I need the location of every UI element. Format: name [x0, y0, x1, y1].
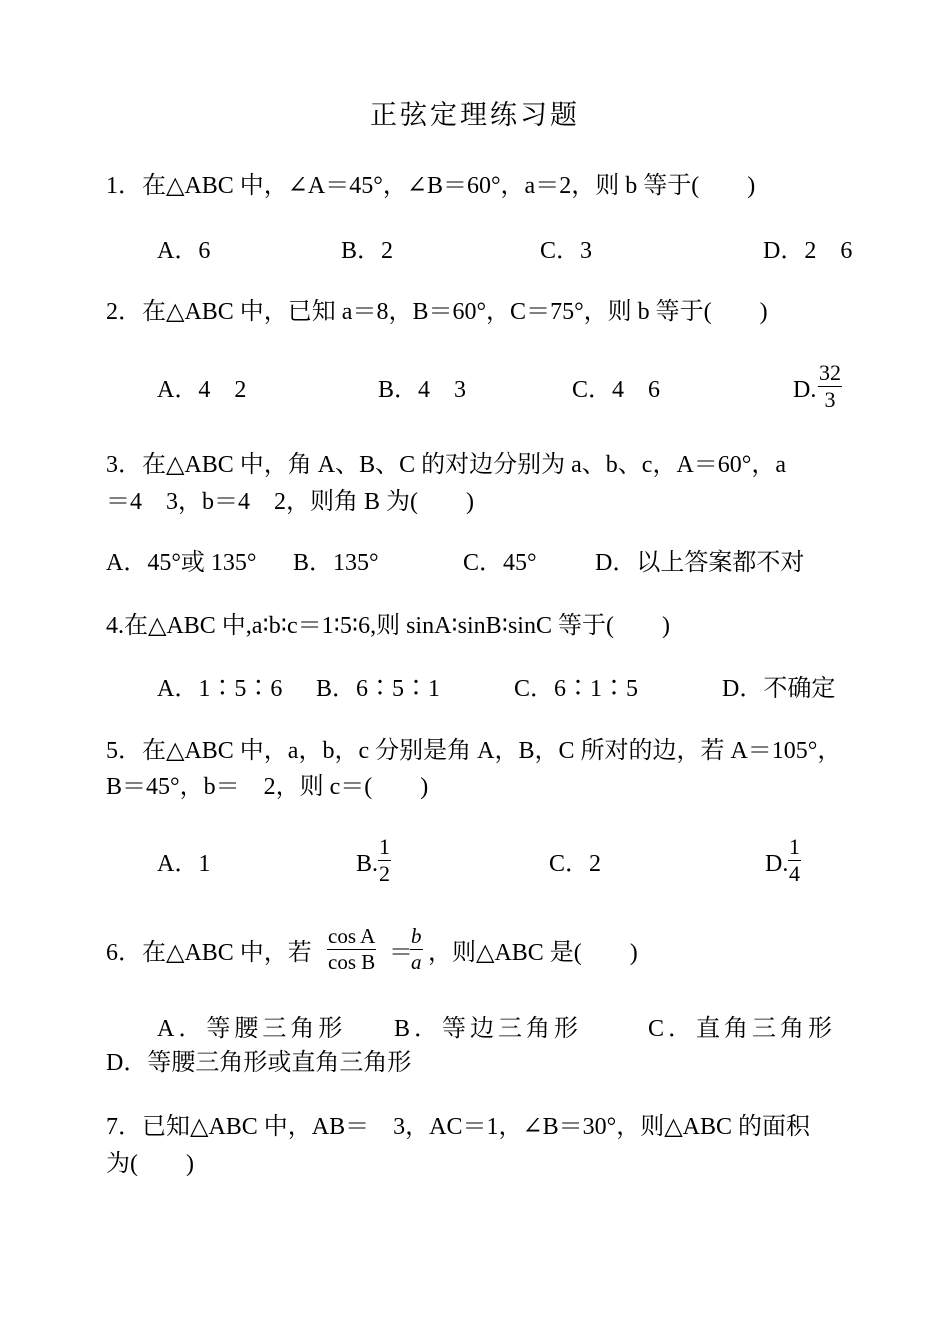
question-4-option-b: B．6∶5∶1 [316, 676, 441, 702]
question-6-option-d: D．等腰三角形或直角三角形 [106, 1050, 412, 1076]
question-1-stem: 1．在△ABC 中，∠A＝45°，∠B＝60°，a＝2，则 b 等于( ) [106, 173, 756, 199]
question-2-option-c: C．4 6 [572, 377, 661, 403]
fraction-numerator: 32 [819, 360, 841, 385]
question-5-option-d: D. [765, 851, 789, 877]
question-4-option-d: D．不确定 [722, 676, 836, 702]
question-5-option-b-fraction [378, 836, 391, 885]
question-6-option-b: B．等边三角形 [394, 1016, 583, 1042]
question-3-option-d: D．以上答案都不对 [595, 550, 805, 576]
fraction-numerator: 1 [789, 834, 800, 859]
question-3-stem-line-2: ＝4 3，b＝4 2，则角 B 为( ) [106, 489, 474, 515]
question-6-option-c: C．直角三角形 [648, 1016, 837, 1042]
question-2-option-d: D. [793, 377, 817, 403]
fraction-denominator: 4 [789, 861, 800, 886]
question-3-option-a: A．45°或 135° [106, 550, 257, 576]
question-3-option-b: B．135° [293, 550, 379, 576]
question-5-option-a: A．1 [157, 851, 211, 877]
fraction-denominator: a [411, 950, 422, 974]
question-2-option-d-fraction [818, 362, 842, 411]
fraction-numerator: 1 [379, 834, 390, 859]
question-5-option-b: B. [356, 851, 379, 877]
question-6-equals: ＝ [389, 940, 413, 966]
fraction-denominator: 3 [824, 387, 836, 412]
question-6-stem-prefix: 6．在△ABC 中，若 [106, 940, 312, 966]
question-1-option-b: B．2 [341, 238, 394, 264]
question-1-option-c: C．3 [540, 238, 593, 264]
question-6-fraction-cos [327, 926, 376, 973]
question-2-stem: 2．在△ABC 中，已知 a＝8，B＝60°，C＝75°，则 b 等于( ) [106, 299, 768, 325]
question-4-option-c: C．6∶1∶5 [514, 676, 639, 702]
fraction-numerator: cos A [328, 924, 376, 948]
page-title: 正弦定理练习题 [370, 100, 580, 130]
fraction-denominator: 2 [379, 861, 390, 886]
question-3-option-c: C．45° [463, 550, 537, 576]
question-5-option-d-fraction [788, 836, 801, 885]
question-5-option-c: C．2 [549, 851, 602, 877]
question-7-stem-line-2: 为( ) [106, 1151, 194, 1177]
question-6-option-a: A．等腰三角形 [157, 1016, 347, 1042]
question-6-fraction-ba [410, 926, 423, 973]
question-4-stem: 4.在△ABC 中,a∶b∶c＝1∶5∶6,则 sinA∶sinB∶sinC 等于( ) [106, 613, 670, 639]
question-6-stem-suffix: ，则△ABC 是( ) [428, 940, 638, 966]
question-2-option-a: A．4 2 [157, 377, 247, 403]
question-1-option-d: D．2 6 [763, 238, 853, 264]
question-2-option-b: B．4 3 [378, 377, 467, 403]
fraction-denominator: cos B [328, 950, 376, 974]
question-7-stem-line-1: 7．已知△ABC 中，AB＝ 3，AC＝1，∠B＝30°，则△ABC 的面积 [106, 1114, 811, 1140]
question-3-stem-line-1: 3．在△ABC 中，角 A、B、C 的对边分别为 a、b、c，A＝60°，a [106, 452, 787, 478]
question-5-stem-line-2: B＝45°，b＝ 2，则 c＝( ) [106, 774, 429, 800]
question-1-option-a: A．6 [157, 238, 211, 264]
question-4-option-a: A．1∶5∶6 [157, 676, 283, 702]
question-5-stem-line-1: 5．在△ABC 中，a，b，c 分别是角 A，B，C 所对的边，若 A＝105°， [106, 738, 842, 764]
fraction-numerator: b [411, 924, 422, 948]
